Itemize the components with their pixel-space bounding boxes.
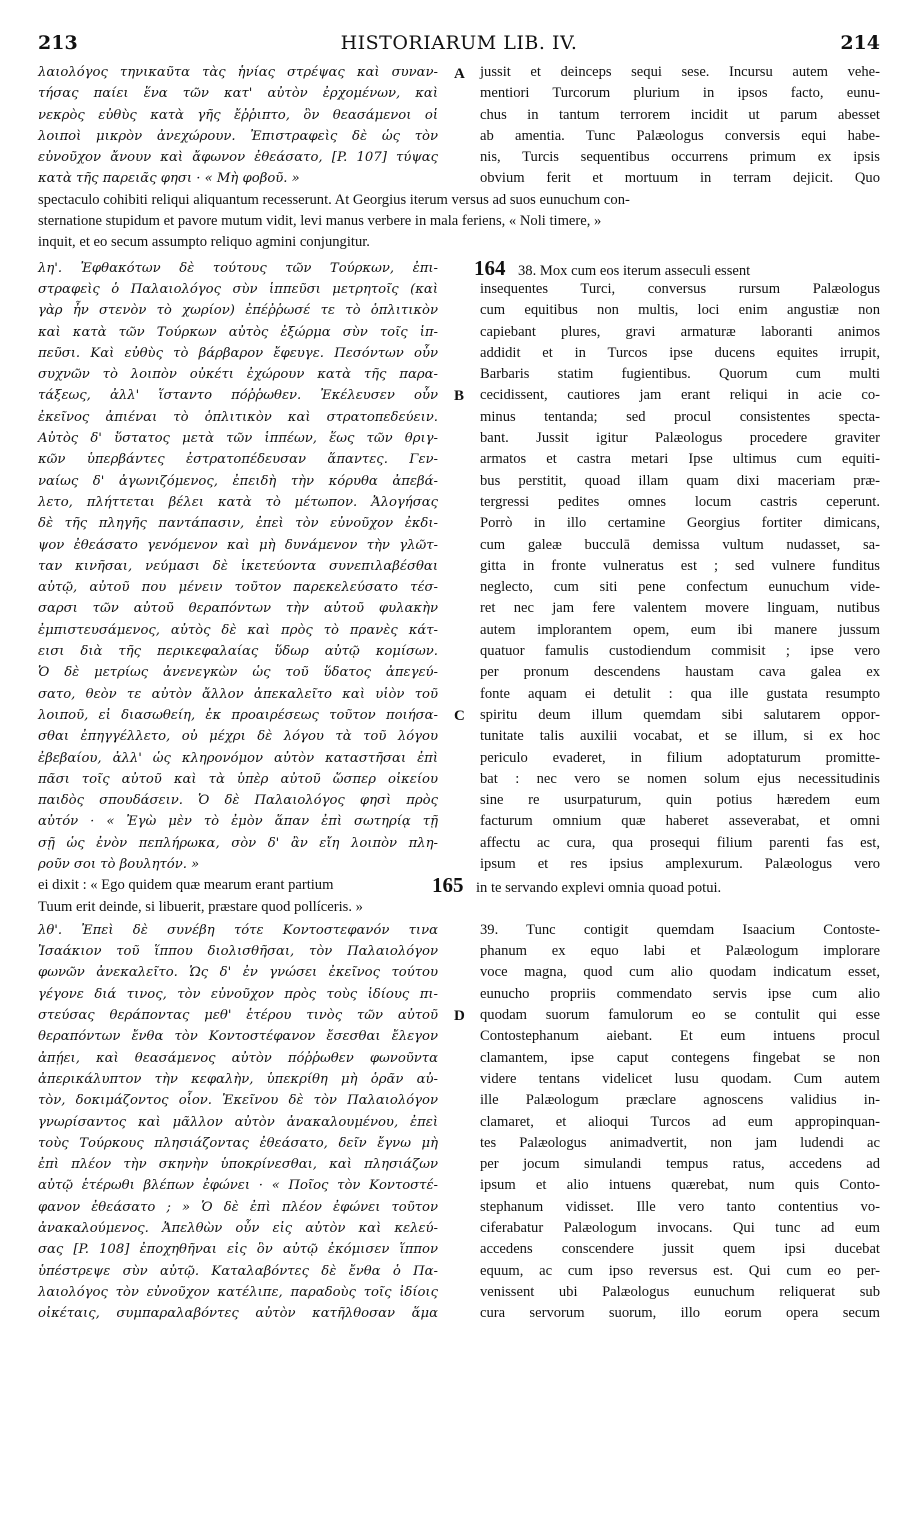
text-line: obvium ferit et mortuum in terram dejicit. Quo	[480, 170, 880, 187]
text-line: τήσας παίει ἕνα τῶν κατ' αὐτὸν ἐρχομένων, καὶ	[38, 86, 438, 102]
text-line: ἀνακαλούμενος. Ἀπελθὼν οὖν εἰς αὐτὸν καὶ κελεύ-	[38, 1221, 438, 1237]
text-line: λοιποὶ μικρὸν ἀνεχώρουν. Ἐπιστραφεὶς δὲ ὡς τὸν	[38, 128, 438, 144]
text-line: τὸν, δοκιμάζοντος οἷον. Ἐκεῖνου δὲ τὸν Παλαιολόγον	[38, 1093, 438, 1109]
block-1	[38, 62, 880, 190]
margin-marker-b: B	[454, 387, 465, 404]
text-line: tes Palæologus animadvertit, non jam ludendi ac	[480, 1134, 880, 1151]
text-fragment-left: ei dixit : « Ego quidem quæ mearum erant partium	[38, 877, 334, 894]
text-line: αὐτῷ ἑτέρωθι βλέπων ἐφώνει · « Ποῖος τὸν Κοντοστέ-	[38, 1178, 438, 1194]
text-line: λη'. Ἐφθακότων δὲ τούτους τῶν Τούρκων, ἐπι-	[38, 260, 438, 276]
text-line: λαιολόγος τὸν εὐνοῦχον κατέλιπε, παραδοὺς τοῖς ἰδίοις	[38, 1284, 438, 1300]
text-line: οἰκέταις, συμπαραλαβόντες αὐτὸν κατῆλθοσαν ἅμα	[38, 1306, 438, 1322]
right-page-number: 214	[840, 32, 880, 54]
text-line: ἐκεῖνος ἀπιέναι τὸ ὁπλιτικὸν καὶ στρατοπεδεύειν.	[38, 409, 438, 425]
block-3	[38, 920, 880, 1325]
text-line: εὐνοῦχον ἄνουν καὶ ἄφωνον ἐθεάσατο, [P. 107] τύψας	[38, 150, 438, 166]
text-line: voce magna, quod cum alio quodam indicatum esset,	[480, 964, 880, 981]
text-fragment-right	[432, 873, 880, 898]
greek-column	[38, 258, 438, 876]
text-line: νεκρὸς εὐθὺς κατὰ γῆς ἔῤῥιπτο, ὃν θεασάμενοι οἱ	[38, 107, 438, 123]
text-line: per jocum simulandi tempus ratus, accedens ad	[480, 1156, 880, 1173]
text-line: φωνῶν ἀνεκαλεῖτο. Ὡς δ' ἐν γνώσει ἐκεῖνος τούτου	[38, 965, 438, 981]
text-line: bat : nec vero se nomen solum ejus necessitudinis	[480, 770, 880, 787]
text-line: συχνῶν τὸ λοιπὸν οὐκέτι ἐχώρουν κατὰ τῆς παρα-	[38, 367, 438, 383]
section-number-165: 165	[432, 873, 464, 898]
text-line: σῇ ὡς ἐνὸν πεπλήρωκα, σὸν δ' ἂν εἴη λοιπὸν πλη-	[38, 835, 438, 851]
text-line: κῶν ὑπερβάντες ἐστρατοπέδευσαν ἅπαντες. Γεν-	[38, 452, 438, 468]
text-line: spectaculo cohibiti reliqui aliquantum recesserunt. At Georgius iterum versus ad suos eunuchum con-	[38, 191, 630, 208]
text-line: σθαι ἐπηγγέλλετο, οὐ μέχρι δὲ λόγου τὰ τοῦ λόγου	[38, 729, 438, 745]
text-line: ἀπερικάλυπτον τὴν κεφαλὴν, ὑπεκρίθη μὴ ὁρᾶν αὐ-	[38, 1071, 438, 1087]
full-width-text-2	[38, 875, 880, 918]
text-line: ret nec jam fere valentem movere linguam, nutibus	[480, 600, 880, 617]
text-line: ὑπέστρεψε σὺν αὐτῷ. Καταλαβόντες δὲ ἔνθα ὁ Πα-	[38, 1263, 438, 1279]
page	[38, 32, 880, 1325]
text-line: Ἰσαάκιον τοῦ ἵππου διολισθῆσαι, τὸν Παλαιολόγον	[38, 944, 438, 960]
text-line: λθ'. Ἐπεὶ δὲ συνέβη τότε Κοντοστεφανόν τινα	[38, 922, 438, 938]
text-line	[474, 255, 880, 280]
section-number-164: 164	[474, 255, 506, 280]
text-line: ille Palæologum præclare agnoscens validius in-	[480, 1092, 880, 1109]
text-line: σαρσι τῶν αὐτοῦ θεραπόντων τὴν αὐτοῦ φυλακὴν	[38, 601, 438, 617]
text-line: quodam suorum famulorum eo se contulit qui esse	[480, 1007, 880, 1024]
text-line: gitta in fronte vulneratus est ; sed vulnere funditus	[480, 557, 880, 574]
text-line: παιδὸς σπουδάσειν. Ὁ δὲ Παλαιολόγος φησὶ πρὸς	[38, 793, 438, 809]
text-line: inquit, et eo secum assumpto reliquo agmini conjungitur.	[38, 234, 370, 251]
text-line: αὐτῷ, αὐτοῦ που μένειν τοῦτον παρεκελεύσατο τέσ-	[38, 580, 438, 596]
text-line: facturum omnium quæ haberet asseverabat, et omni	[480, 813, 880, 830]
text-line: λαιολόγος τηνικαῦτα τὰς ἡνίας στρέψας καὶ συναν-	[38, 65, 438, 80]
text-line: στραφεὶς ὁ Παλαιολόγος σὺν ἱππεῦσι μετρητοῖς (καὶ	[38, 281, 438, 297]
text-line: ἐπὶ πλέον τὴν σκηνὴν ὑποκρίνεσθαι, καὶ πλησιάζων	[38, 1157, 438, 1173]
text-line: equum, ac cum ipso reversus est. Qui cum eo per-	[480, 1262, 880, 1279]
text-line: videre tentans videlicet lusu quodam. Cum autem	[480, 1070, 880, 1087]
text-line: ipsum et res ipsius amplexurum. Palæologus vero	[480, 855, 880, 872]
text-fragment: 38. Mox cum eos iterum asseculi essent	[518, 262, 751, 279]
text-line: neglecto, cum siti pene confectum eunuchum vide-	[480, 579, 880, 596]
running-title: HISTORIARUM LIB. IV.	[340, 32, 578, 54]
text-line: δὲ τῆς πληγῆς παντάπασιν, ἐπεὶ τὸν εὐνοῦχον ἐκδι-	[38, 516, 438, 532]
text-line: fonte aquam ei detulit : qua ille gustata resumpto	[480, 685, 880, 702]
text-line: πᾶσι τοῖς αὐτοῦ καὶ τὰ ὑπὲρ αὐτοῦ ὥσπερ οἰκείου	[38, 771, 438, 787]
text-line: στεύσας θεράποντας μεθ' ἑτέρου τινὸς τῶν αὐτοῦ	[38, 1008, 438, 1024]
text-line: per pronum descendens haustam cava galea ex	[480, 664, 880, 681]
text-line: mentiori Turcorum plurium in ipsos facto, eunu-	[480, 85, 880, 102]
text-line: ναίως δ' ἀγωνιζόμενος, ἐπειδὴ τὴν κόρυθα ἀπεβά-	[38, 473, 438, 489]
full-width-text-1	[38, 190, 880, 254]
text-line	[38, 875, 880, 896]
text-line: cum equitibus non multis, loci enim angustiæ non	[480, 302, 880, 319]
text-line: 39. Tunc contigit quemdam Isaacium Contoste-	[480, 921, 880, 938]
text-line: capiebant plures, gravi armaturæ laboranti animos	[480, 323, 880, 340]
text-line: cum galeæ bucculā demissa vultum nudasset, sa-	[480, 536, 880, 553]
text-line: sternatione stupidum et pavore mutum vidit, levi manus verbere in mala feriens, « Noli timere, »	[38, 213, 602, 230]
text-line: Tuum erit deinde, si libuerit, præstare quod pollíceris. »	[38, 898, 363, 915]
text-line: σατο, θεὸν τε αὐτὸν ἄλλον ἀπεκαλεῖτο καὶ υἱὸν τοῦ	[38, 686, 438, 702]
text-line: ψον ἐθεάσατο γενόμενον καὶ μὴ δυνάμενον τὴν γλῶτ-	[38, 537, 438, 553]
text-line: venissent ubi Palæologus eunuchum reliquerat sub	[480, 1283, 880, 1300]
text-line: ἐβεβαίου, ἀλλ' ὡς κληρονόμον αὐτὸν καταστῆσαι ἐπὶ	[38, 750, 438, 766]
margin-marker-a: A	[454, 66, 465, 82]
text-line: spiritu deum illum quemdam sibi salutarem oppor-	[480, 706, 880, 723]
text-line: eunucho propriis commendato servis ipse cum alio	[480, 985, 880, 1002]
text-line: chus in tantum terrorem incidit ut parum abesset	[480, 106, 880, 123]
text-line: accedens conscendere jussit quem ipsi ducebat	[480, 1241, 880, 1258]
text-line: κατὰ τῆς παρειᾶς φησι · « Μὴ φοβοῦ. »	[38, 171, 300, 187]
text-line: εισι διὰ τῆς περικεφαλαίας ὕδωρ αὐτῷ κομίσων.	[38, 644, 438, 660]
text-line: πεῦσι. Καὶ εὐθὺς τὸ βάρβαρον ἔφευγε. Πεσόντων οὖν	[38, 345, 438, 361]
text-line: minus tentanda; sed procul consistentes specta-	[480, 408, 880, 425]
text-line: sine re usurpaturum, quin potius hæredem eum	[480, 792, 880, 809]
text-line: ροῦν σοι τὸ βουλητόν. »	[38, 856, 200, 872]
margin-marker-d: D	[454, 1007, 465, 1024]
text-line: γὰρ ἦν στενὸν τὸ χωρίον) ἐπέῤῥωσέ τε τὸ ὁπλιτικὸν	[38, 303, 438, 319]
text-line: φανον ἐθεάσατο ; » Ὁ δὲ ἐπὶ πλέον ἐφώνει τοῦτον	[38, 1199, 438, 1215]
text-line: λετο, πλήττεται βέλει κατὰ τὸ μέτωπον. Ἀλογήσας	[38, 494, 438, 510]
text-line: αὐτόν · « Ἐγὼ μὲν τὸ ἐμὸν ἅπαν ἐπὶ σωτηρίᾳ τῇ	[38, 814, 438, 830]
text-line: Barbaris statim fugientibus. Quorum cum multi	[480, 366, 880, 383]
text-line: καὶ κατὰ τῶν Τούρκων αὐτὸς ἐξώρμα σὺν τοῖς ἱπ-	[38, 324, 438, 340]
text-line: Αὐτὸς δ' ὕστατος μετὰ τῶν ἱππέων, ἕως τῶν θριγ-	[38, 431, 438, 447]
text-line: ἀπῄει, καὶ θεασάμενος αὐτὸν πόῤῥωθεν φωνοῦντα	[38, 1050, 438, 1066]
latin-column	[480, 920, 880, 1325]
text-line: periculo evaderet, in filium adoptaturum promitte-	[480, 749, 880, 766]
running-header	[38, 32, 880, 58]
text-fragment: in te servando explevi omnia quoad potui.	[476, 880, 722, 897]
text-line: λοιποῦ, εἰ διασωθείη, ἐκ προαιρέσεως τοῦτον ποιήσα-	[38, 707, 438, 723]
left-page-number: 213	[38, 32, 78, 54]
text-line: Contostephanum aiebant. Et eum intuens procul	[480, 1028, 880, 1045]
text-line: quatuor famulis custodiendum commisit ; ipse vero	[480, 643, 880, 660]
text-line: clamaret, et alioqui Turcos ad eum appropinquan-	[480, 1113, 880, 1130]
greek-column	[38, 62, 438, 190]
greek-column	[38, 920, 438, 1325]
text-line: bus perstitit, quoad illam quam dixi maceriam præ-	[480, 472, 880, 489]
text-line: cecidissent, cautiores jam erant reliqui in acie co-	[480, 387, 880, 404]
text-line: clamantem, ipse caput contegens fingebat se non	[480, 1049, 880, 1066]
text-line: tergressi pedites omnes locum castris ceperunt.	[480, 493, 880, 510]
text-line: ταν κινῆσαι, νεύμασι δὲ ἱκετεύοντα συνεπιλαβέσθαι	[38, 558, 438, 574]
text-line: affectu ac cura, qua prosequi filium parenti fas est,	[480, 834, 880, 851]
text-line: ciferabatur Palæologum invocans. Qui tunc ad eum	[480, 1220, 880, 1237]
text-line: τάξεως, ἀλλ' ἵσταντο πόῤῥωθεν. Ἐκέλευσεν οὖν	[38, 388, 438, 404]
text-line: phanum ex equo labi et Palæologum implorare	[480, 943, 880, 960]
text-line: σας [P. 108] ἐποχηθῆναι εἰς ὃν αὐτῷ ἐκόμισεν ἵππον	[38, 1242, 438, 1258]
text-line: armatos et castra metari Ipse ultimus cum equiti-	[480, 451, 880, 468]
text-line: Porrò in illo certamine Georgius fortiter dimicans,	[480, 515, 880, 532]
latin-column	[474, 255, 880, 876]
text-line: stephanum vidisset. Ille vero tanto contentius vo-	[480, 1198, 880, 1215]
text-line: autem implorantem opem, eum ibi manere jussum	[480, 621, 880, 638]
text-line: ipsum et alio intuens quærebat, num quis Conto-	[480, 1177, 880, 1194]
text-line: tunitate talis auxilii vocabat, et se illum, si ex hoc	[480, 728, 880, 745]
text-line: jussit et deinceps sequi sese. Incursu autem vehe-	[480, 64, 880, 80]
text-line: γέγονε διά τινος, τὸν εὐνοῦχον πρὸς τοὺς ἰδίους πι-	[38, 986, 438, 1002]
text-line: nis, Turcis sequentibus occurrens primum ex ipsis	[480, 149, 880, 166]
text-line: cura servorum suorum, illo eorum opera secum	[480, 1305, 880, 1322]
text-line: ab amentia. Tunc Palæologus conversis equi habe-	[480, 127, 880, 144]
text-line: τοὺς Τούρκους πλησιάζοντας ἐθεάσατο, δεῖν ἔγνω μὴ	[38, 1135, 438, 1151]
text-line: bant. Jussit igitur Palæologus procedere graviter	[480, 430, 880, 447]
text-line: insequentes Turci, conversus rursum Palæologus	[480, 280, 880, 297]
latin-column	[480, 62, 880, 190]
text-line: addidit et in Turcos ipse ducens equites irrupit,	[480, 344, 880, 361]
margin-marker-c: C	[454, 707, 465, 724]
text-line: γνωρίσαντος καὶ μᾶλλον αὐτὸν ἀνακαλουμένου, ἐπεὶ	[38, 1114, 438, 1130]
block-2	[38, 255, 880, 876]
text-line: ἐμπιστευσάμενος, αὐτὸς δὲ καὶ πρὸς τὸ πρανὲς κάτ-	[38, 622, 438, 638]
text-line: Ὁ δὲ μετρίως ἀνενεγκὼν ὡς τοῦ ὕδατος ἀπεγεύ-	[38, 665, 438, 681]
text-line: θεραπόντων ἔνθα τὸν Κοντοστέφανον ἔσεσθαι ἔλεγον	[38, 1029, 438, 1045]
